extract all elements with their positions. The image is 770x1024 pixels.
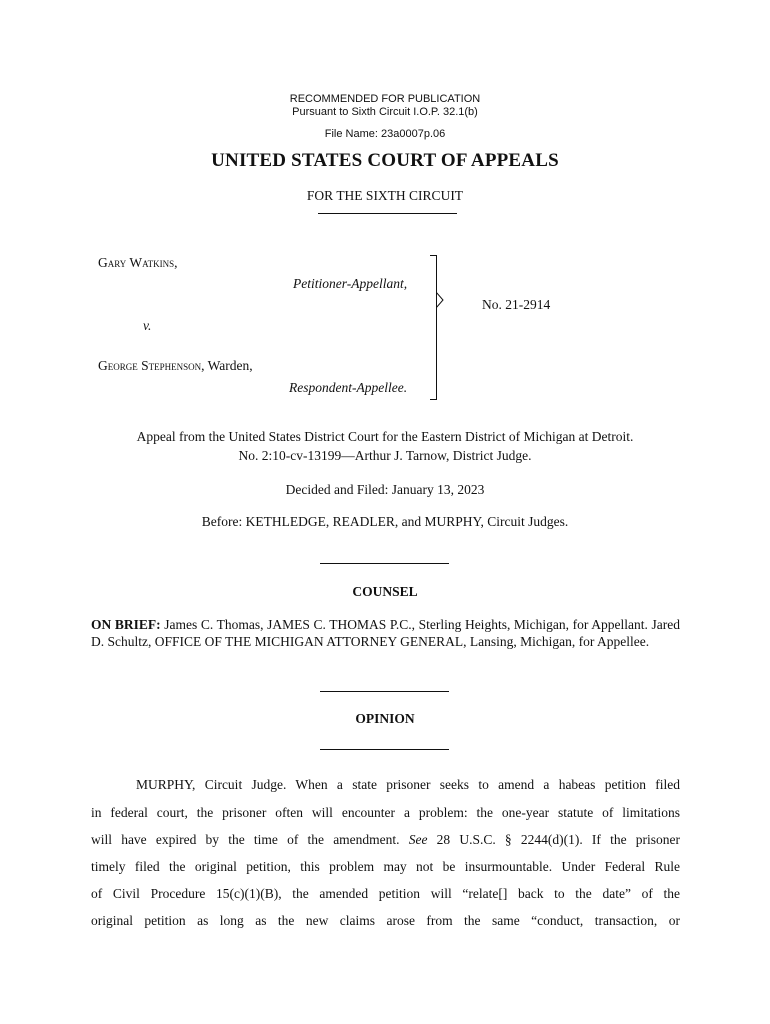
case-number: No. 21-2914: [482, 297, 551, 312]
opinion-line-1: MURPHY, Circuit Judge. When a state prisoner seeks to amend a habeas petition filed: [136, 777, 680, 792]
opinion-line-3: [91, 832, 680, 848]
on-brief-label: ON BRIEF:: [91, 617, 161, 632]
decided-date: Decided and Filed: January 13, 2023: [285, 482, 485, 497]
counsel-paragraph: [91, 616, 680, 650]
counsel-text: James C. Thomas, JAMES C. THOMAS P.C., Sterling Heights, Michigan, for Appellant. Jared D. Schultz, OFFICE OF THE MICHIGAN ATTORNEY GENERAL, Lansing, Michigan, for Appellee.: [91, 617, 680, 649]
opinion-heading: OPINION: [355, 711, 415, 726]
divider-after-opinion: [320, 749, 449, 750]
respondent-role: Respondent-Appellee.: [289, 380, 408, 395]
opinion-line-2: in federal court, the prisoner often will encounter a problem: the one-year statute of limitations: [91, 805, 680, 820]
opinion-line-3a: will have expired by the time of the amendment.: [91, 832, 409, 847]
caption-brace: [436, 255, 437, 400]
header-divider: [318, 213, 457, 214]
pursuant-line: Pursuant to Sixth Circuit I.O.P. 32.1(b): [292, 106, 478, 118]
caption-brace-point: [436, 292, 444, 308]
opinion-line-4: timely filed the original petition, this problem may not be insurmountable. Under Federal Rule: [91, 859, 680, 874]
divider-before-opinion: [320, 691, 449, 692]
petitioner-role: Petitioner-Appellant,: [293, 276, 408, 291]
opinion-line-6: original petition as long as the new claims arose from the same “conduct, transaction, or: [91, 913, 680, 928]
respondent-name-text: George Stephenson: [98, 358, 202, 373]
caption-brace-bottom: [430, 399, 436, 400]
see-signal: See: [408, 832, 428, 847]
panel-judges: Before: KETHLEDGE, READLER, and MURPHY, Circuit Judges.: [201, 514, 569, 529]
respondent-suffix: , Warden,: [201, 358, 253, 373]
counsel-heading: COUNSEL: [352, 584, 418, 599]
circuit-subtitle: FOR THE SIXTH CIRCUIT: [306, 188, 464, 203]
court-title: UNITED STATES COURT OF APPEALS: [211, 150, 559, 171]
publication-notice: [0, 93, 770, 119]
opinion-line-5: of Civil Procedure 15(c)(1)(B), the amended petition will “relate[] back to the date” of the: [91, 886, 680, 901]
opinion-body: [91, 777, 680, 957]
respondent-name: [98, 358, 253, 374]
versus: v.: [143, 318, 152, 333]
appeal-line-2: No. 2:10-cv-13199—Arthur J. Tarnow, District Judge.: [238, 448, 532, 463]
opinion-line-3b: 28 U.S.C. § 2244(d)(1). If the prisoner: [427, 832, 680, 847]
recommended-line: RECOMMENDED FOR PUBLICATION: [289, 93, 481, 105]
file-name: File Name: 23a0007p.06: [324, 128, 446, 140]
appeal-line-1: Appeal from the United States District Court for the Eastern District of Michigan at Detroit.: [136, 429, 634, 444]
petitioner-name: Gary Watkins,: [98, 255, 178, 270]
divider-before-counsel: [320, 563, 449, 564]
